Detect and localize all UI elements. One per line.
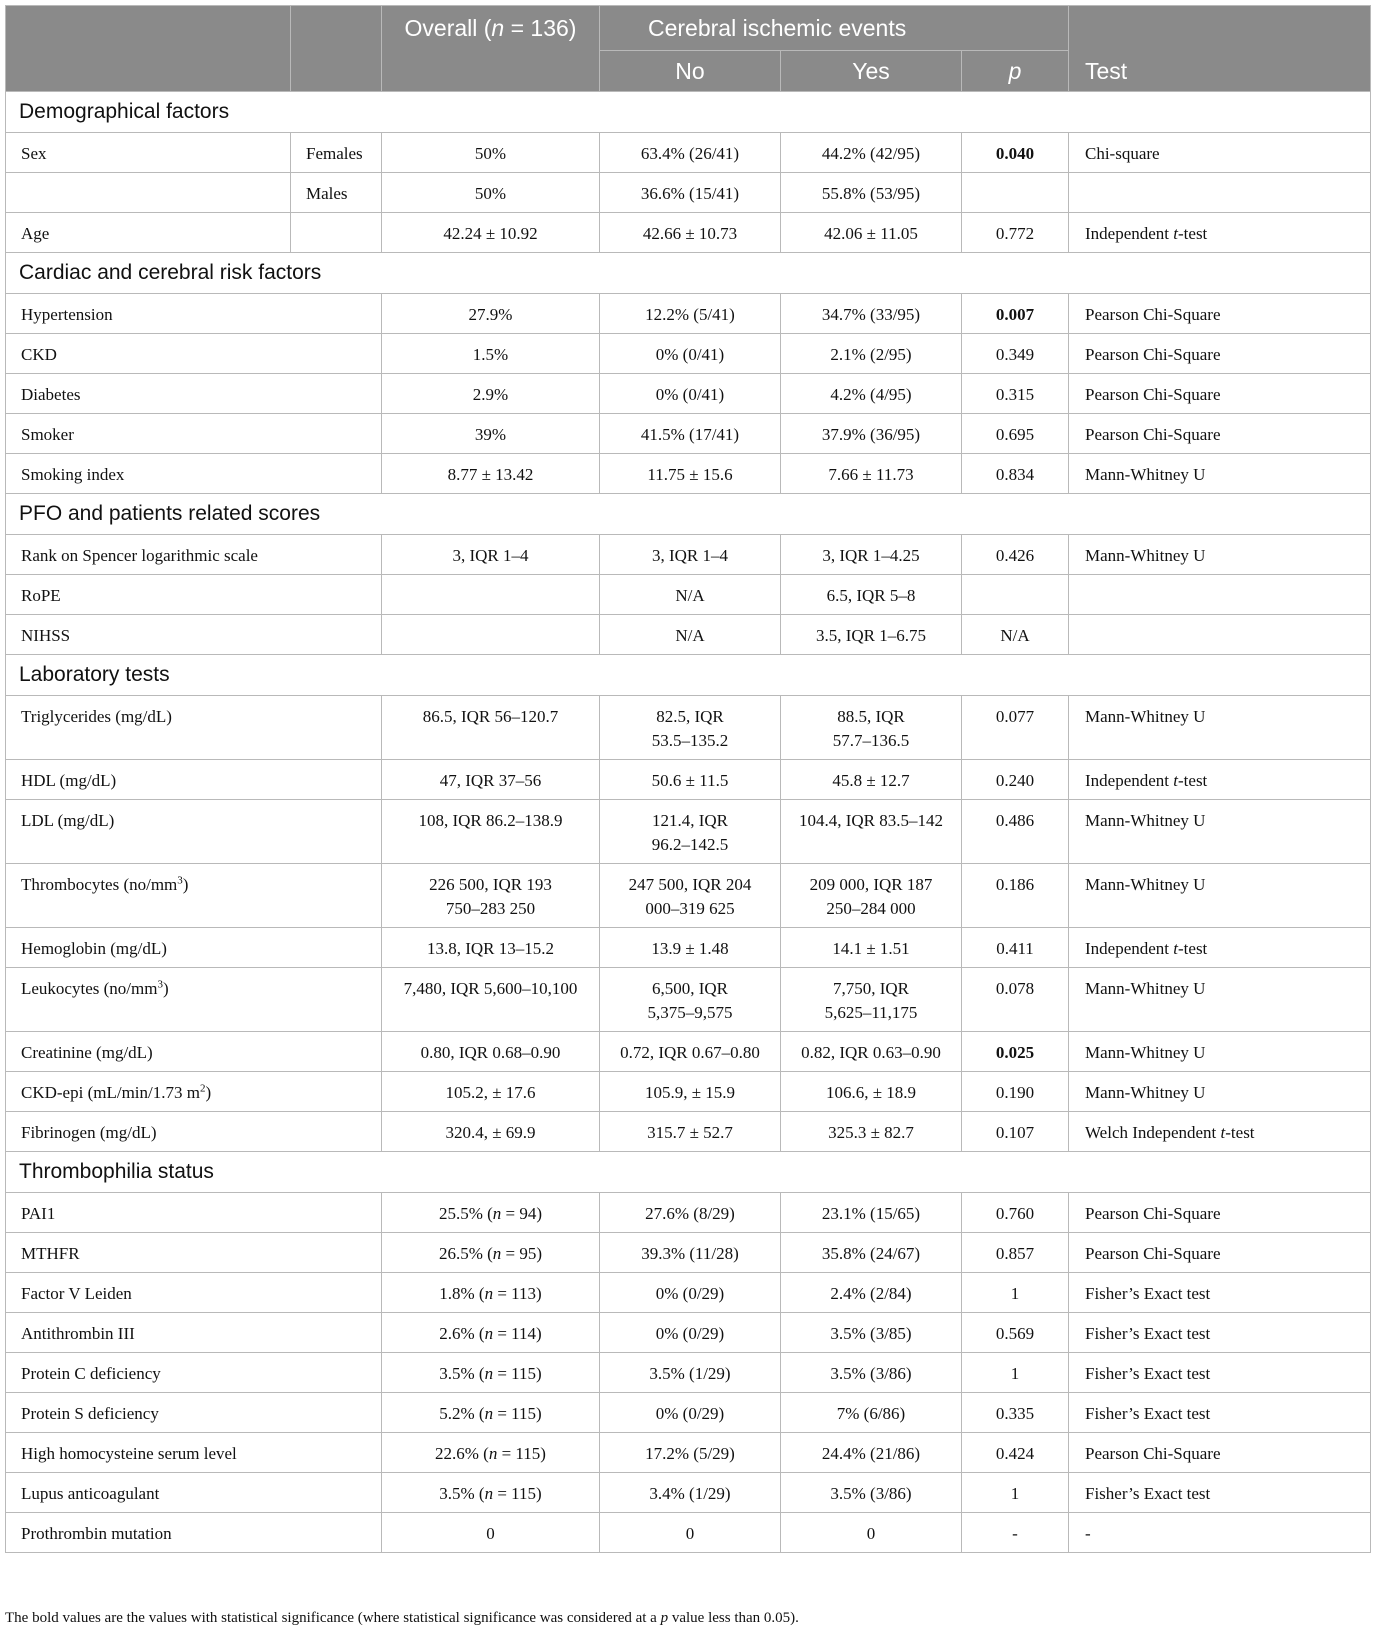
cell-test: Mann-Whitney U (1069, 696, 1371, 760)
table-row (6, 454, 1371, 494)
cell-test: Welch Independent t-test (1069, 1112, 1371, 1152)
cell-test: Mann-Whitney U (1069, 454, 1371, 494)
table-row (6, 1193, 1371, 1233)
cell-p: 0.411 (962, 928, 1069, 968)
row-label: Smoking index (6, 454, 382, 494)
section-laboratory (6, 655, 1371, 696)
cell-p: 0.335 (962, 1393, 1069, 1433)
cell-p: 0.007 (962, 294, 1069, 334)
cell-overall: 42.24 ± 10.92 (382, 213, 600, 253)
cell-p: 0.186 (962, 864, 1069, 928)
row-label: Antithrombin III (6, 1313, 382, 1353)
table-row (6, 575, 1371, 615)
cell-yes: 45.8 ± 12.7 (781, 760, 962, 800)
section-title: Cardiac and cerebral risk factors (6, 253, 1371, 294)
cell-yes: 2.4% (2/84) (781, 1273, 962, 1313)
cell-p: 0.772 (962, 213, 1069, 253)
table-row (6, 1513, 1371, 1553)
cell-overall: 320.4, ± 69.9 (382, 1112, 600, 1152)
cell-overall: 0 (382, 1513, 600, 1553)
cell-yes: 35.8% (24/67) (781, 1233, 962, 1273)
cell-test: Pearson Chi-Square (1069, 1193, 1371, 1233)
cell-no: 82.5, IQR 53.5–135.2 (600, 696, 781, 760)
cell-test: Pearson Chi-Square (1069, 294, 1371, 334)
cell-yes: 3, IQR 1–4.25 (781, 535, 962, 575)
cell-yes: 44.2% (42/95) (781, 133, 962, 173)
cell-overall: 8.77 ± 13.42 (382, 454, 600, 494)
cell-overall: 86.5, IQR 56–120.7 (382, 696, 600, 760)
row-label: PAI1 (6, 1193, 382, 1233)
table-row (6, 374, 1371, 414)
cell-test: Fisher’s Exact test (1069, 1393, 1371, 1433)
cell-test: Mann-Whitney U (1069, 1032, 1371, 1072)
cell-yes: 209 000, IQR 187 250–284 000 (781, 864, 962, 928)
cell-yes: 7.66 ± 11.73 (781, 454, 962, 494)
cell-overall: 26.5% (n = 95) (382, 1233, 600, 1273)
cell-test: Mann-Whitney U (1069, 800, 1371, 864)
cell-no: 0% (0/29) (600, 1313, 781, 1353)
cell-overall: 108, IQR 86.2–138.9 (382, 800, 600, 864)
table-row (6, 1313, 1371, 1353)
cell-p: N/A (962, 615, 1069, 655)
cell-yes: 4.2% (4/95) (781, 374, 962, 414)
cell-no: 247 500, IQR 204 000–319 625 (600, 864, 781, 928)
row-label: Thrombocytes $(no/mm^3)$ (6, 864, 382, 928)
table-row (6, 968, 1371, 1032)
cell-no: 13.9 ± 1.48 (600, 928, 781, 968)
cell-overall: 226 500, IQR 193 750–283 250 (382, 864, 600, 928)
cell-p: 0.424 (962, 1433, 1069, 1473)
cell-overall: 13.8, IQR 13–15.2 (382, 928, 600, 968)
cell-overall: 3.5% (n = 115) (382, 1353, 600, 1393)
cell-test: Independent t-test (1069, 928, 1371, 968)
header-blank-2 (291, 6, 382, 92)
cell-test: Mann-Whitney U (1069, 1072, 1371, 1112)
section-demographical (6, 92, 1371, 133)
table-row (6, 1072, 1371, 1112)
cell-no: 3, IQR 1–4 (600, 535, 781, 575)
cell-no: 3.5% (1/29) (600, 1353, 781, 1393)
row-label: MTHFR (6, 1233, 382, 1273)
cell-yes: 106.6, ± 18.9 (781, 1072, 962, 1112)
cell-yes: 3.5% (3/86) (781, 1473, 962, 1513)
cell-test: Mann-Whitney U (1069, 864, 1371, 928)
table-row (6, 696, 1371, 760)
cell-test: Independent t-test (1069, 213, 1371, 253)
cell-no: 0.72, IQR 0.67–0.80 (600, 1032, 781, 1072)
row-label: Factor V Leiden (6, 1273, 382, 1313)
row-label: NIHSS (6, 615, 382, 655)
header-blank-1 (6, 6, 291, 92)
row-label: CKD-epi (mL/min/1.73 $m^2$) (6, 1072, 382, 1112)
cell-overall: 3, IQR 1–4 (382, 535, 600, 575)
cell-no: 17.2% (5/29) (600, 1433, 781, 1473)
table-row (6, 1353, 1371, 1393)
table-row (6, 294, 1371, 334)
cell-overall: 22.6% (n = 115) (382, 1433, 600, 1473)
cell-test: Pearson Chi-Square (1069, 334, 1371, 374)
cell-test: Fisher’s Exact test (1069, 1273, 1371, 1313)
cell-no: 63.4% (26/41) (600, 133, 781, 173)
table-row (6, 760, 1371, 800)
table-row (6, 1393, 1371, 1433)
cell-yes: 34.7% (33/95) (781, 294, 962, 334)
cell-yes: 104.4, IQR 83.5–142 (781, 800, 962, 864)
cell-no: 0% (0/29) (600, 1393, 781, 1433)
cell-test: - (1069, 1513, 1371, 1553)
cell-overall: 25.5% (n = 94) (382, 1193, 600, 1233)
cell-p: 0.760 (962, 1193, 1069, 1233)
section-title: Demographical factors (6, 92, 1371, 133)
section-thrombophilia (6, 1152, 1371, 1193)
table-row (6, 1112, 1371, 1152)
table-row (6, 1433, 1371, 1473)
table-row (6, 1233, 1371, 1273)
cell-yes: 6.5, IQR 5–8 (781, 575, 962, 615)
cell-yes: 42.06 ± 11.05 (781, 213, 962, 253)
table-row (6, 800, 1371, 864)
cell-no: 0 (600, 1513, 781, 1553)
cell-no: 42.66 ± 10.73 (600, 213, 781, 253)
header-yes: Yes (781, 51, 962, 92)
header-test: Test (1069, 6, 1371, 92)
cell-test: Fisher’s Exact test (1069, 1473, 1371, 1513)
row-label: Protein S deficiency (6, 1393, 382, 1433)
cell-no: 41.5% (17/41) (600, 414, 781, 454)
cell-no: 39.3% (11/28) (600, 1233, 781, 1273)
header-row-1 (6, 6, 1371, 51)
cell-yes: 37.9% (36/95) (781, 414, 962, 454)
cell-p: 1 (962, 1273, 1069, 1313)
cell-no: 0% (0/29) (600, 1273, 781, 1313)
table-row (6, 864, 1371, 928)
row-label: Sex (6, 133, 291, 173)
cell-overall: 2.9% (382, 374, 600, 414)
cell-test: Fisher’s Exact test (1069, 1313, 1371, 1353)
cell-test: Mann-Whitney U (1069, 968, 1371, 1032)
cell-test: Pearson Chi-Square (1069, 1233, 1371, 1273)
row-label: Rank on Spencer logarithmic scale (6, 535, 382, 575)
cell-overall: 105.2, ± 17.6 (382, 1072, 600, 1112)
cell-test: Mann-Whitney U (1069, 535, 1371, 575)
header-group: Cerebral ischemic events (600, 6, 1069, 51)
cell-no: 50.6 ± 11.5 (600, 760, 781, 800)
cell-test: Pearson Chi-Square (1069, 374, 1371, 414)
cell-no: 315.7 ± 52.7 (600, 1112, 781, 1152)
cell-p: 0.695 (962, 414, 1069, 454)
cell-no: 6,500, IQR 5,375–9,575 (600, 968, 781, 1032)
cell-p: 0.078 (962, 968, 1069, 1032)
cell-overall: 27.9% (382, 294, 600, 334)
cell-overall: 0.80, IQR 0.68–0.90 (382, 1032, 600, 1072)
cell-no: N/A (600, 615, 781, 655)
cell-no: 36.6% (15/41) (600, 173, 781, 213)
cell-test: Pearson Chi-Square (1069, 414, 1371, 454)
cell-yes: 2.1% (2/95) (781, 334, 962, 374)
cell-overall: 39% (382, 414, 600, 454)
cell-yes: 23.1% (15/65) (781, 1193, 962, 1233)
cell-overall: 2.6% (n = 114) (382, 1313, 600, 1353)
cell-p: 0.190 (962, 1072, 1069, 1112)
header-overall: Overall (n = 136) (382, 6, 600, 92)
table-row (6, 213, 1371, 253)
cell-overall: 1.8% (n = 113) (382, 1273, 600, 1313)
header-p: p (962, 51, 1069, 92)
cell-p: 0.426 (962, 535, 1069, 575)
row-label: Fibrinogen (mg/dL) (6, 1112, 382, 1152)
table-row (6, 173, 1371, 213)
table-row (6, 928, 1371, 968)
cell-p: 0.486 (962, 800, 1069, 864)
cell-p: 0.857 (962, 1233, 1069, 1273)
row-label: Prothrombin mutation (6, 1513, 382, 1553)
cell-p: 0.834 (962, 454, 1069, 494)
cell-yes: 0 (781, 1513, 962, 1553)
cell-overall: 50% (382, 173, 600, 213)
cell-no: 121.4, IQR 96.2–142.5 (600, 800, 781, 864)
row-label: Triglycerides (mg/dL) (6, 696, 382, 760)
row-label: Diabetes (6, 374, 382, 414)
row-label: Protein C deficiency (6, 1353, 382, 1393)
cell-yes: 88.5, IQR 57.7–136.5 (781, 696, 962, 760)
section-cardiac (6, 253, 1371, 294)
row-label: High homocysteine serum level (6, 1433, 382, 1473)
cell-test: Chi-square (1069, 133, 1371, 173)
cell-p: 0.240 (962, 760, 1069, 800)
cell-p: 0.025 (962, 1032, 1069, 1072)
table-row (6, 1273, 1371, 1313)
row-label: Age (6, 213, 291, 253)
cell-p: 1 (962, 1473, 1069, 1513)
cell-test: Independent t-test (1069, 760, 1371, 800)
row-label: Lupus anticoagulant (6, 1473, 382, 1513)
cell-no: 105.9, ± 15.9 (600, 1072, 781, 1112)
cell-test: Fisher’s Exact test (1069, 1353, 1371, 1393)
table-row (6, 1473, 1371, 1513)
table-row (6, 414, 1371, 454)
cell-no: N/A (600, 575, 781, 615)
row-sublabel: Females (291, 133, 382, 173)
row-label: LDL (mg/dL) (6, 800, 382, 864)
cell-no: 0% (0/41) (600, 374, 781, 414)
cell-p: 0.077 (962, 696, 1069, 760)
cell-yes: 7,750, IQR 5,625–11,175 (781, 968, 962, 1032)
cell-yes: 3.5, IQR 1–6.75 (781, 615, 962, 655)
cell-overall: 47, IQR 37–56 (382, 760, 600, 800)
cell-p: 0.315 (962, 374, 1069, 414)
cell-yes: 3.5% (3/85) (781, 1313, 962, 1353)
cell-overall: 3.5% (n = 115) (382, 1473, 600, 1513)
table-row (6, 1032, 1371, 1072)
cell-p: - (962, 1513, 1069, 1553)
cell-no: 27.6% (8/29) (600, 1193, 781, 1233)
cell-no: 12.2% (5/41) (600, 294, 781, 334)
cell-no: 0% (0/41) (600, 334, 781, 374)
row-sublabel: Males (291, 173, 382, 213)
row-label: Smoker (6, 414, 382, 454)
cell-overall: 7,480, IQR 5,600–10,100 (382, 968, 600, 1032)
section-title: PFO and patients related scores (6, 494, 1371, 535)
cell-p: 0.349 (962, 334, 1069, 374)
row-label: Hemoglobin (mg/dL) (6, 928, 382, 968)
cell-overall: 1.5% (382, 334, 600, 374)
table-row (6, 535, 1371, 575)
section-pfo (6, 494, 1371, 535)
cell-p: 1 (962, 1353, 1069, 1393)
cell-p: 0.040 (962, 133, 1069, 173)
row-label: Leukocytes $(no/mm^3)$ (6, 968, 382, 1032)
row-label: HDL (mg/dL) (6, 760, 382, 800)
cell-no: 11.75 ± 15.6 (600, 454, 781, 494)
cell-p: 0.107 (962, 1112, 1069, 1152)
cell-overall: 50% (382, 133, 600, 173)
table-row (6, 615, 1371, 655)
row-label: RoPE (6, 575, 382, 615)
row-label: Hypertension (6, 294, 382, 334)
row-label: Creatinine (mg/dL) (6, 1032, 382, 1072)
cell-yes: 0.82, IQR 0.63–0.90 (781, 1032, 962, 1072)
cell-yes: 55.8% (53/95) (781, 173, 962, 213)
results-table (5, 5, 1371, 1553)
table-row (6, 334, 1371, 374)
cell-yes: 325.3 ± 82.7 (781, 1112, 962, 1152)
section-title: Laboratory tests (6, 655, 1371, 696)
section-title: Thrombophilia status (6, 1152, 1371, 1193)
cell-yes: 14.1 ± 1.51 (781, 928, 962, 968)
header-no: No (600, 51, 781, 92)
cell-p: 0.569 (962, 1313, 1069, 1353)
cell-yes: 3.5% (3/86) (781, 1353, 962, 1393)
table-row (6, 133, 1371, 173)
cell-yes: 24.4% (21/86) (781, 1433, 962, 1473)
cell-test: Pearson Chi-Square (1069, 1433, 1371, 1473)
table-footnote: The bold values are the values with statistical significance (where statistical significance was considered at a p value less than 0.05). (5, 1610, 799, 1626)
cell-overall: 5.2% (n = 115) (382, 1393, 600, 1433)
cell-yes: 7% (6/86) (781, 1393, 962, 1433)
cell-no: 3.4% (1/29) (600, 1473, 781, 1513)
row-label: CKD (6, 334, 382, 374)
